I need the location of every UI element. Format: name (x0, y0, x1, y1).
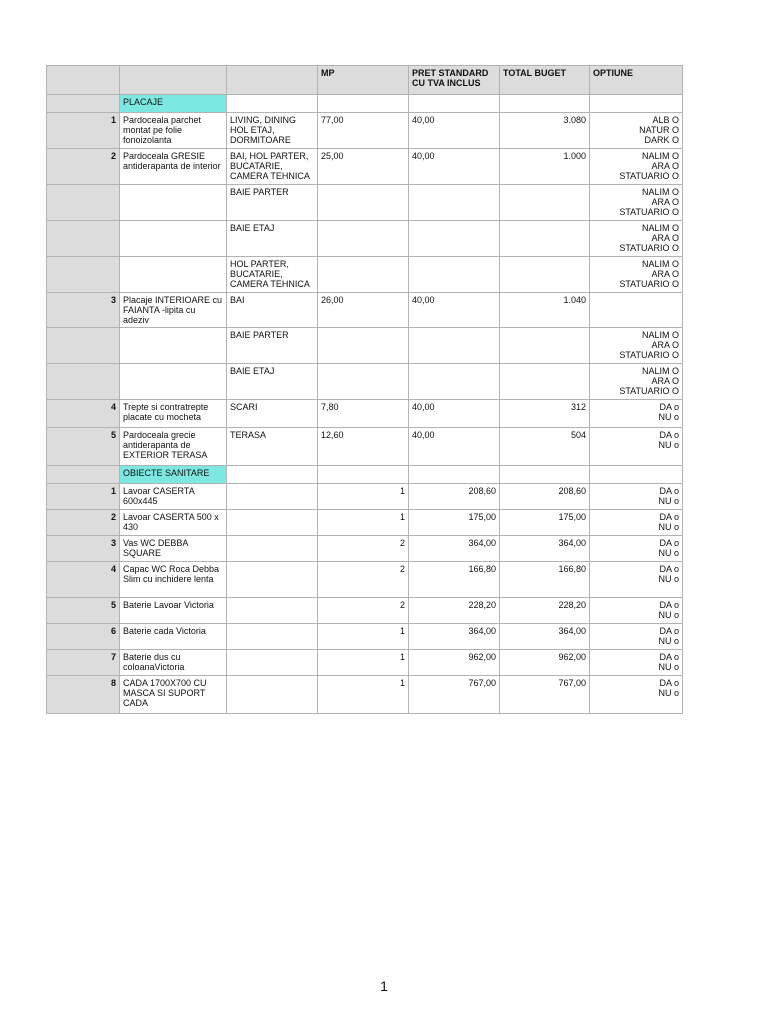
item-mp (318, 364, 409, 400)
item-price (409, 328, 500, 364)
budget-table (46, 65, 683, 714)
item-quantity: 1 (318, 650, 409, 676)
page-number: 1 (380, 978, 388, 994)
item-price: 228,20 (409, 598, 500, 624)
item-total (500, 185, 590, 221)
header-optiune: OPTIUNE (590, 66, 683, 95)
section-row-sanitare (47, 466, 683, 484)
table-row (47, 428, 683, 466)
item-total (500, 221, 590, 257)
item-total: 1.000 (500, 149, 590, 185)
item-description: CADA 1700X700 CU MASCA SI SUPORT CADA (120, 676, 227, 714)
item-description: Vas WC DEBBA SQUARE (120, 536, 227, 562)
empty-cell (318, 466, 409, 484)
item-description: Baterie cada Victoria (120, 624, 227, 650)
item-price (409, 257, 500, 293)
row-number (47, 221, 120, 257)
table-row (47, 113, 683, 149)
item-description: Lavoar CASERTA 600x445 (120, 484, 227, 510)
row-number (47, 364, 120, 400)
item-price: 40,00 (409, 149, 500, 185)
table-row (47, 364, 683, 400)
item-options: DA o NU o (590, 484, 683, 510)
empty-cell (590, 466, 683, 484)
item-total: 962,00 (500, 650, 590, 676)
item-price: 40,00 (409, 293, 500, 328)
table-row (47, 650, 683, 676)
item-mp (318, 185, 409, 221)
item-description (120, 328, 227, 364)
item-total: 208,60 (500, 484, 590, 510)
item-description (120, 257, 227, 293)
item-description (120, 185, 227, 221)
item-mp: 77,00 (318, 113, 409, 149)
item-total: 3.080 (500, 113, 590, 149)
item-description: Baterie dus cu coloanaVictoria (120, 650, 227, 676)
item-location: BAIE ETAJ (227, 221, 318, 257)
item-quantity: 2 (318, 562, 409, 598)
row-number (47, 185, 120, 221)
header-total: TOTAL BUGET (500, 66, 590, 95)
item-price (409, 185, 500, 221)
item-quantity: 2 (318, 598, 409, 624)
row-number: 6 (47, 624, 120, 650)
item-description: Placaje INTERIOARE cu FAIANTA -lipita cu adeziv (120, 293, 227, 328)
item-options: DA o NU o (590, 650, 683, 676)
item-options (590, 293, 683, 328)
table-row (47, 676, 683, 714)
item-price: 767,00 (409, 676, 500, 714)
row-number: 1 (47, 113, 120, 149)
item-description: Pardoceala grecie antiderapanta de EXTERIOR TERASA (120, 428, 227, 466)
item-price: 175,00 (409, 510, 500, 536)
row-number (47, 466, 120, 484)
section-row-placaje (47, 95, 683, 113)
item-options: DA o NU o (590, 562, 683, 598)
item-location: BAIE PARTER (227, 328, 318, 364)
item-description: Lavoar CASERTA 500 x 430 (120, 510, 227, 536)
item-total: 364,00 (500, 536, 590, 562)
item-location (227, 510, 318, 536)
table-row (47, 293, 683, 328)
item-options: ALB O NATUR O DARK O (590, 113, 683, 149)
item-description: Pardoceala GRESIE antiderapanta de interior (120, 149, 227, 185)
row-number: 5 (47, 428, 120, 466)
item-location: BAI (227, 293, 318, 328)
item-total: 1.040 (500, 293, 590, 328)
item-location (227, 650, 318, 676)
item-options: DA o NU o (590, 510, 683, 536)
table-row (47, 257, 683, 293)
item-location: BAIE PARTER (227, 185, 318, 221)
item-mp (318, 257, 409, 293)
item-options: NALIM O ARA O STATUARIO O (590, 221, 683, 257)
empty-cell (500, 466, 590, 484)
item-location: BAIE ETAJ (227, 364, 318, 400)
item-total: 166,80 (500, 562, 590, 598)
item-price: 962,00 (409, 650, 500, 676)
item-mp (318, 221, 409, 257)
header-row (47, 66, 683, 95)
item-options: DA o NU o (590, 428, 683, 466)
header-cell (120, 66, 227, 95)
row-number: 4 (47, 562, 120, 598)
row-number: 3 (47, 293, 120, 328)
item-total (500, 257, 590, 293)
item-quantity: 1 (318, 676, 409, 714)
item-location (227, 676, 318, 714)
row-number: 2 (47, 149, 120, 185)
table-row (47, 536, 683, 562)
item-options: NALIM O ARA O STATUARIO O (590, 328, 683, 364)
row-number: 8 (47, 676, 120, 714)
item-price: 40,00 (409, 113, 500, 149)
item-description (120, 364, 227, 400)
row-number: 2 (47, 510, 120, 536)
section-title-placaje: PLACAJE (120, 95, 227, 113)
item-description: Pardoceala parchet montat pe folie fonoizolanta (120, 113, 227, 149)
item-total: 364,00 (500, 624, 590, 650)
item-total: 228,20 (500, 598, 590, 624)
item-price: 364,00 (409, 536, 500, 562)
table-row (47, 484, 683, 510)
item-price (409, 364, 500, 400)
item-description: Baterie Lavoar Victoria (120, 598, 227, 624)
item-price (409, 221, 500, 257)
table-row (47, 624, 683, 650)
item-price: 208,60 (409, 484, 500, 510)
item-location (227, 624, 318, 650)
item-mp (318, 328, 409, 364)
row-number: 3 (47, 536, 120, 562)
item-total: 504 (500, 428, 590, 466)
table-row (47, 221, 683, 257)
item-location (227, 484, 318, 510)
item-options: DA o NU o (590, 400, 683, 428)
table-row (47, 562, 683, 598)
empty-cell (227, 466, 318, 484)
item-mp: 7,80 (318, 400, 409, 428)
header-cell (227, 66, 318, 95)
item-total: 312 (500, 400, 590, 428)
item-options: DA o NU o (590, 624, 683, 650)
item-quantity: 2 (318, 536, 409, 562)
section-title-sanitare: OBIECTE SANITARE (120, 466, 227, 484)
item-quantity: 1 (318, 624, 409, 650)
header-cell (47, 66, 120, 95)
table-row (47, 185, 683, 221)
item-location: SCARI (227, 400, 318, 428)
item-total (500, 364, 590, 400)
table-row (47, 598, 683, 624)
row-number: 4 (47, 400, 120, 428)
item-options: NALIM O ARA O STATUARIO O (590, 257, 683, 293)
item-total (500, 328, 590, 364)
item-mp: 12,60 (318, 428, 409, 466)
header-mp: MP (318, 66, 409, 95)
item-location: BAI, HOL PARTER, BUCATARIE, CAMERA TEHNICA (227, 149, 318, 185)
item-location: HOL PARTER, BUCATARIE, CAMERA TEHNICA (227, 257, 318, 293)
item-mp: 25,00 (318, 149, 409, 185)
item-options: NALIM O ARA O STATUARIO O (590, 364, 683, 400)
item-location (227, 536, 318, 562)
item-location: LIVING, DINING HOL ETAJ, DORMITOARE (227, 113, 318, 149)
item-options: NALIM O ARA O STATUARIO O (590, 185, 683, 221)
item-mp: 26,00 (318, 293, 409, 328)
row-number (47, 328, 120, 364)
item-price: 40,00 (409, 428, 500, 466)
item-price: 364,00 (409, 624, 500, 650)
item-options: DA o NU o (590, 598, 683, 624)
item-description (120, 221, 227, 257)
row-number: 1 (47, 484, 120, 510)
table-row (47, 328, 683, 364)
item-quantity: 1 (318, 484, 409, 510)
item-location (227, 562, 318, 598)
table-row (47, 149, 683, 185)
item-total: 175,00 (500, 510, 590, 536)
row-number: 5 (47, 598, 120, 624)
item-description: Trepte si contratrepte placate cu mocheta (120, 400, 227, 428)
table-row (47, 400, 683, 428)
row-number: 7 (47, 650, 120, 676)
item-location: TERASA (227, 428, 318, 466)
row-number (47, 257, 120, 293)
table-row (47, 510, 683, 536)
item-options: NALIM O ARA O STATUARIO O (590, 149, 683, 185)
header-pret: PRET STANDARD CU TVA INCLUS (409, 66, 500, 95)
item-price: 166,80 (409, 562, 500, 598)
item-quantity: 1 (318, 510, 409, 536)
item-price: 40,00 (409, 400, 500, 428)
item-description: Capac WC Roca Debba Slim cu inchidere lenta (120, 562, 227, 598)
item-total: 767,00 (500, 676, 590, 714)
item-options: DA o NU o (590, 536, 683, 562)
empty-cell (409, 466, 500, 484)
item-location (227, 598, 318, 624)
item-options: DA o NU o (590, 676, 683, 714)
